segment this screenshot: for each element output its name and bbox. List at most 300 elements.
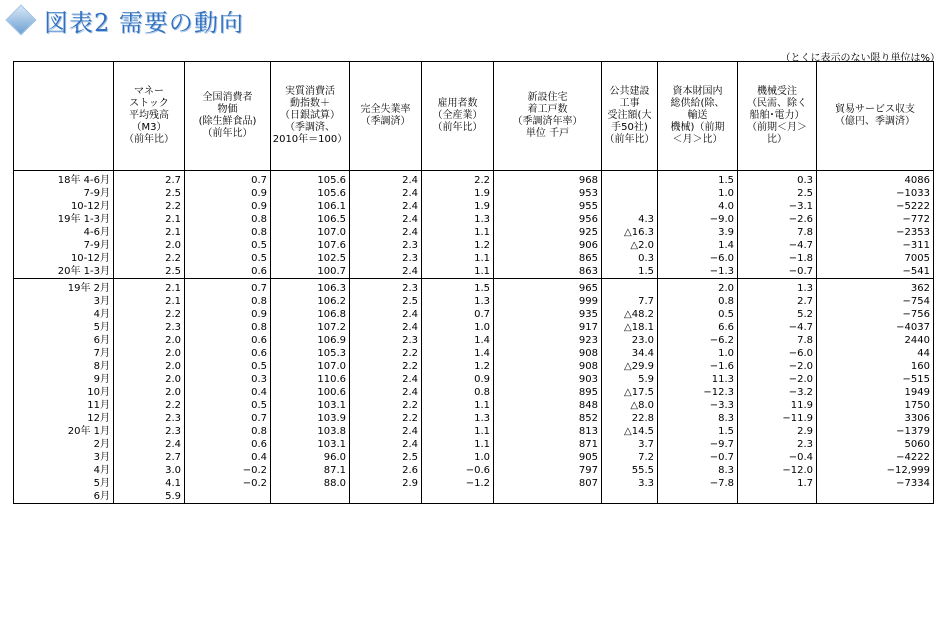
table-cell — [494, 490, 602, 504]
table-cell: 106.8 — [271, 308, 350, 321]
demand-table — [13, 61, 934, 504]
table-cell: 3306 — [817, 412, 934, 425]
table-cell: 0.9 — [185, 187, 271, 200]
table-cell: 22.8 — [602, 412, 658, 425]
table-cell: 0.7 — [185, 282, 271, 295]
row-label: 19年 2月 — [14, 282, 114, 295]
table-cell: △2.0 — [602, 239, 658, 252]
table-cell: △14.5 — [602, 425, 658, 438]
table-cell: 2.1 — [114, 282, 185, 295]
table-cell: −2.0 — [738, 360, 817, 373]
table-cell: −1033 — [817, 187, 934, 200]
column-header — [14, 62, 114, 171]
table-cell: 1.0 — [658, 187, 738, 200]
table-cell: 0.3 — [602, 252, 658, 265]
column-header: 雇用者数 （全産業） （前年比） — [422, 62, 494, 171]
table-cell: 107.0 — [271, 226, 350, 239]
table-cell: 110.6 — [271, 373, 350, 386]
table-cell: 2.4 — [350, 174, 422, 187]
table-cell: 908 — [494, 360, 602, 373]
table-cell: −1.3 — [658, 265, 738, 279]
table-cell: 2.3 — [738, 438, 817, 451]
table-cell: 0.9 — [185, 308, 271, 321]
table-cell: △48.2 — [602, 308, 658, 321]
table-cell: 863 — [494, 265, 602, 279]
table-row — [14, 490, 934, 504]
row-label: 5月 — [14, 321, 114, 334]
table-cell: 11.3 — [658, 373, 738, 386]
table-cell: 5060 — [817, 438, 934, 451]
row-label: 4-6月 — [14, 226, 114, 239]
table-cell: 103.8 — [271, 425, 350, 438]
table-cell: 1.2 — [422, 360, 494, 373]
table-cell: −754 — [817, 295, 934, 308]
table-cell: 96.0 — [271, 451, 350, 464]
table-cell: 2.4 — [350, 200, 422, 213]
table-cell: 0.7 — [185, 174, 271, 187]
header-row — [14, 62, 934, 171]
column-header: 貿易サービス収支 （億円、季調済） — [817, 62, 934, 171]
table-row — [14, 213, 934, 226]
table-cell: −1379 — [817, 425, 934, 438]
table-row — [14, 239, 934, 252]
table-cell: 0.5 — [185, 239, 271, 252]
table-cell: 106.1 — [271, 200, 350, 213]
table-cell: 2.4 — [350, 308, 422, 321]
table-cell: 2.5 — [350, 295, 422, 308]
table-cell: 1.5 — [602, 265, 658, 279]
table-cell: 871 — [494, 438, 602, 451]
table-cell: △29.9 — [602, 360, 658, 373]
row-label: 10-12月 — [14, 200, 114, 213]
table-cell: 4086 — [817, 174, 934, 187]
row-label: 3月 — [14, 451, 114, 464]
table-cell: 34.4 — [602, 347, 658, 360]
title-text: 図表2 需要の動向 — [44, 8, 244, 37]
table-row — [14, 265, 934, 279]
table-cell: 2.9 — [350, 477, 422, 490]
table-cell: 4.3 — [602, 213, 658, 226]
table-cell: 0.4 — [185, 386, 271, 399]
table-cell: 2.2 — [114, 308, 185, 321]
table-cell: 106.3 — [271, 282, 350, 295]
row-label: 19年 1-3月 — [14, 213, 114, 226]
table-cell: 2.1 — [114, 295, 185, 308]
diamond-icon — [5, 4, 36, 35]
table-cell: 7.7 — [602, 295, 658, 308]
table-cell: 797 — [494, 464, 602, 477]
row-label: 10月 — [14, 386, 114, 399]
row-label: 11月 — [14, 399, 114, 412]
table-cell: 1.9 — [422, 187, 494, 200]
table-cell: 2.4 — [350, 425, 422, 438]
table-cell: 2.4 — [350, 187, 422, 200]
row-label: 20年 1月 — [14, 425, 114, 438]
table-cell: 2.3 — [114, 412, 185, 425]
table-cell: 953 — [494, 187, 602, 200]
table-cell — [602, 174, 658, 187]
table-cell: 1.1 — [422, 265, 494, 279]
table-cell: 1.1 — [422, 425, 494, 438]
table-cell: 107.2 — [271, 321, 350, 334]
table-cell: 2.7 — [114, 174, 185, 187]
table-row — [14, 187, 934, 200]
table-cell: −541 — [817, 265, 934, 279]
table-cell: 1.0 — [422, 321, 494, 334]
page-title — [4, 2, 244, 38]
table-cell: 999 — [494, 295, 602, 308]
table-cell: 1.3 — [422, 412, 494, 425]
table-cell: 2.0 — [114, 334, 185, 347]
table-cell: 1.1 — [422, 399, 494, 412]
table-cell: 1.4 — [422, 334, 494, 347]
table-cell: 2.2 — [350, 399, 422, 412]
table-row — [14, 252, 934, 265]
table-cell: 100.6 — [271, 386, 350, 399]
table-cell: 807 — [494, 477, 602, 490]
table-cell: 0.7 — [422, 308, 494, 321]
table-cell: 2.0 — [114, 239, 185, 252]
table-row — [14, 295, 934, 308]
table-cell: 0.9 — [185, 200, 271, 213]
table-cell: 2.0 — [114, 386, 185, 399]
row-label: 5月 — [14, 477, 114, 490]
table-cell: △16.3 — [602, 226, 658, 239]
table-cell: 103.1 — [271, 438, 350, 451]
column-header: 公共建設 工事 受注額(大 手50社) （前年比） — [602, 62, 658, 171]
row-label: 12月 — [14, 412, 114, 425]
table-cell: −12,999 — [817, 464, 934, 477]
table-cell: 106.9 — [271, 334, 350, 347]
row-label: 18年 4-6月 — [14, 174, 114, 187]
table-cell: 2.9 — [738, 425, 817, 438]
column-header: 完全失業率 （季調済） — [350, 62, 422, 171]
table-cell: 4.0 — [658, 200, 738, 213]
table-cell: 2.5 — [114, 187, 185, 200]
table-cell: 105.6 — [271, 187, 350, 200]
table-cell: −2.6 — [738, 213, 817, 226]
row-label: 4月 — [14, 464, 114, 477]
table-cell: 0.6 — [185, 334, 271, 347]
table-cell: −3.3 — [658, 399, 738, 412]
table-cell: 2.5 — [114, 265, 185, 279]
table-cell: 935 — [494, 308, 602, 321]
table-cell: 2.4 — [350, 373, 422, 386]
table-cell: 2.2 — [350, 360, 422, 373]
table-cell: 903 — [494, 373, 602, 386]
table-cell: 0.7 — [185, 412, 271, 425]
table-cell: 1.3 — [422, 213, 494, 226]
table-cell: 923 — [494, 334, 602, 347]
row-label: 3月 — [14, 295, 114, 308]
table-cell: △17.5 — [602, 386, 658, 399]
column-header: 実質消費活 動指数＋ （日銀試算） （季調済、 2010年＝100） — [271, 62, 350, 171]
table-cell: 2.7 — [738, 295, 817, 308]
table-cell: 956 — [494, 213, 602, 226]
table-cell: −4037 — [817, 321, 934, 334]
table-cell: −1.8 — [738, 252, 817, 265]
table-cell: 1.3 — [738, 282, 817, 295]
table-cell — [602, 490, 658, 504]
table-cell: 1.9 — [422, 200, 494, 213]
row-label: 20年 1-3月 — [14, 265, 114, 279]
table-cell: −311 — [817, 239, 934, 252]
table-row — [14, 360, 934, 373]
table-cell: −6.2 — [658, 334, 738, 347]
table-row — [14, 226, 934, 239]
table-row — [14, 464, 934, 477]
table-cell: 2.0 — [114, 360, 185, 373]
row-label: 6月 — [14, 490, 114, 504]
table-cell — [350, 490, 422, 504]
table-cell: 6.6 — [658, 321, 738, 334]
table-cell: −0.2 — [185, 477, 271, 490]
row-label: 8月 — [14, 360, 114, 373]
table-cell: 0.5 — [185, 399, 271, 412]
table-cell: 0.6 — [185, 438, 271, 451]
table-cell: 1.5 — [658, 174, 738, 187]
table-cell: 813 — [494, 425, 602, 438]
table-cell: 1.5 — [658, 425, 738, 438]
table-cell: 1.1 — [422, 252, 494, 265]
table-cell: 1.1 — [422, 438, 494, 451]
table-row — [14, 477, 934, 490]
table-cell: 1.0 — [422, 451, 494, 464]
table-cell: 105.3 — [271, 347, 350, 360]
table-cell: −4.7 — [738, 239, 817, 252]
table-cell: 1.2 — [422, 239, 494, 252]
table-cell: 3.3 — [602, 477, 658, 490]
table-cell: 3.7 — [602, 438, 658, 451]
table-cell: 2.0 — [114, 373, 185, 386]
table-cell: 2.5 — [738, 187, 817, 200]
table-cell: −515 — [817, 373, 934, 386]
table-cell: 7.2 — [602, 451, 658, 464]
table-cell: 2.4 — [350, 226, 422, 239]
table-cell: −6.0 — [738, 347, 817, 360]
table-cell: 1949 — [817, 386, 934, 399]
row-label: 6月 — [14, 334, 114, 347]
table-cell: 1.4 — [658, 239, 738, 252]
table-cell — [602, 282, 658, 295]
table-cell — [602, 187, 658, 200]
table-cell: −12.3 — [658, 386, 738, 399]
table-cell: 7.8 — [738, 334, 817, 347]
table-cell: 2.2 — [350, 347, 422, 360]
table-row — [14, 282, 934, 295]
table-cell: 2.3 — [114, 425, 185, 438]
table-cell: 0.8 — [658, 295, 738, 308]
table-cell: 852 — [494, 412, 602, 425]
table-row — [14, 347, 934, 360]
table-cell: 103.1 — [271, 399, 350, 412]
table-cell: −2353 — [817, 226, 934, 239]
table-cell: 2440 — [817, 334, 934, 347]
table-cell: △8.0 — [602, 399, 658, 412]
table-cell: −0.6 — [422, 464, 494, 477]
table-cell: 0.3 — [185, 373, 271, 386]
table-cell: 0.3 — [738, 174, 817, 187]
table-cell: 362 — [817, 282, 934, 295]
table-cell: 100.7 — [271, 265, 350, 279]
table-cell: 2.4 — [350, 386, 422, 399]
table-cell: 87.1 — [271, 464, 350, 477]
table-cell — [658, 490, 738, 504]
table-cell: 107.0 — [271, 360, 350, 373]
table-cell: 2.4 — [114, 438, 185, 451]
table-cell — [602, 200, 658, 213]
table-cell: 55.5 — [602, 464, 658, 477]
table-row — [14, 200, 934, 213]
table-cell: −12.0 — [738, 464, 817, 477]
table-cell: 2.4 — [350, 321, 422, 334]
table-cell: 905 — [494, 451, 602, 464]
table-cell: 0.4 — [185, 451, 271, 464]
table-cell: 0.5 — [185, 360, 271, 373]
row-label: 7-9月 — [14, 239, 114, 252]
table-cell: 0.9 — [422, 373, 494, 386]
table-cell: −4.7 — [738, 321, 817, 334]
column-header: 資本財国内 総供給(除、 輸送 機械)（前期 ＜月＞比） — [658, 62, 738, 171]
table-cell: −2.0 — [738, 373, 817, 386]
table-cell: 2.3 — [350, 239, 422, 252]
table-cell: 5.2 — [738, 308, 817, 321]
table-cell: 848 — [494, 399, 602, 412]
table-cell: 0.5 — [185, 252, 271, 265]
table-cell: 0.8 — [185, 321, 271, 334]
table-cell: −756 — [817, 308, 934, 321]
table-cell: 2.4 — [350, 438, 422, 451]
table-cell: 7.8 — [738, 226, 817, 239]
table-cell: −1.6 — [658, 360, 738, 373]
unit-note: （とくに表示のない限り単位は%） — [780, 53, 940, 64]
table-cell: 2.2 — [114, 252, 185, 265]
table-cell: −4222 — [817, 451, 934, 464]
table-cell: 2.4 — [350, 213, 422, 226]
table-cell: 0.8 — [185, 425, 271, 438]
table-cell: 2.3 — [350, 282, 422, 295]
table-cell: 955 — [494, 200, 602, 213]
table-row — [14, 334, 934, 347]
table-cell: −9.7 — [658, 438, 738, 451]
table-cell: −6.0 — [658, 252, 738, 265]
table-cell: −5222 — [817, 200, 934, 213]
table-cell: −0.4 — [738, 451, 817, 464]
row-label: 4月 — [14, 308, 114, 321]
table-cell: −3.2 — [738, 386, 817, 399]
table-cell: 1.7 — [738, 477, 817, 490]
table-cell: −0.7 — [658, 451, 738, 464]
table-row — [14, 174, 934, 187]
table-cell: 11.9 — [738, 399, 817, 412]
table-cell: 3.0 — [114, 464, 185, 477]
table-cell: 2.5 — [350, 451, 422, 464]
table-cell: 1750 — [817, 399, 934, 412]
table-cell: 0.8 — [185, 295, 271, 308]
table-cell: 1.3 — [422, 295, 494, 308]
table-cell — [422, 490, 494, 504]
table-cell: 0.6 — [185, 265, 271, 279]
table-cell: 105.6 — [271, 174, 350, 187]
table-cell: 2.3 — [350, 334, 422, 347]
table-cell: 965 — [494, 282, 602, 295]
column-header: マネー ストック 平均残高 （M3） （前年比） — [114, 62, 185, 171]
table-row — [14, 438, 934, 451]
table-cell: −11.9 — [738, 412, 817, 425]
table-cell — [817, 490, 934, 504]
table-cell: 908 — [494, 347, 602, 360]
table-cell: 2.2 — [114, 200, 185, 213]
table-cell: △18.1 — [602, 321, 658, 334]
table-cell: 2.3 — [350, 252, 422, 265]
table-cell — [185, 490, 271, 504]
row-label: 2月 — [14, 438, 114, 451]
table-row — [14, 451, 934, 464]
column-header: 全国消費者 物価 (除生鮮食品) （前年比） — [185, 62, 271, 171]
table-cell: 2.1 — [114, 226, 185, 239]
column-header: 新設住宅 着工戸数 （季調済年率） 単位 千戸 — [494, 62, 602, 171]
table-row — [14, 386, 934, 399]
row-label: 10-12月 — [14, 252, 114, 265]
table-cell: −0.7 — [738, 265, 817, 279]
table-cell: 1.4 — [422, 347, 494, 360]
table-cell: 2.7 — [114, 451, 185, 464]
table-cell: 23.0 — [602, 334, 658, 347]
table-cell: 1.5 — [422, 282, 494, 295]
table-cell: −772 — [817, 213, 934, 226]
table-cell: 2.2 — [114, 399, 185, 412]
table-cell: 8.3 — [658, 464, 738, 477]
table-cell: 2.3 — [114, 321, 185, 334]
table-cell: 1.0 — [658, 347, 738, 360]
table-cell: −3.1 — [738, 200, 817, 213]
table-cell: 106.2 — [271, 295, 350, 308]
table-cell: 1.1 — [422, 226, 494, 239]
table-cell: −7.8 — [658, 477, 738, 490]
table-cell: 0.6 — [185, 347, 271, 360]
table-cell — [271, 490, 350, 504]
table-row — [14, 308, 934, 321]
table-row — [14, 425, 934, 438]
table-cell: 895 — [494, 386, 602, 399]
row-label: 7-9月 — [14, 187, 114, 200]
table-cell: 925 — [494, 226, 602, 239]
table-cell: −9.0 — [658, 213, 738, 226]
table-cell: 88.0 — [271, 477, 350, 490]
table-row — [14, 399, 934, 412]
table-row — [14, 412, 934, 425]
table-row — [14, 321, 934, 334]
table-cell: 102.5 — [271, 252, 350, 265]
table-cell: 865 — [494, 252, 602, 265]
table-cell: 107.6 — [271, 239, 350, 252]
table-cell: 103.9 — [271, 412, 350, 425]
table-cell: 2.2 — [422, 174, 494, 187]
table-cell: 106.5 — [271, 213, 350, 226]
table-cell: 2.4 — [350, 265, 422, 279]
table-cell: 968 — [494, 174, 602, 187]
table-cell: −1.2 — [422, 477, 494, 490]
table-cell: 3.9 — [658, 226, 738, 239]
table-cell: 5.9 — [114, 490, 185, 504]
table-cell: 7005 — [817, 252, 934, 265]
table-cell: 0.8 — [422, 386, 494, 399]
table-cell — [738, 490, 817, 504]
table-cell: −7334 — [817, 477, 934, 490]
table-cell: 906 — [494, 239, 602, 252]
table-cell: 0.8 — [185, 213, 271, 226]
row-label: 9月 — [14, 373, 114, 386]
